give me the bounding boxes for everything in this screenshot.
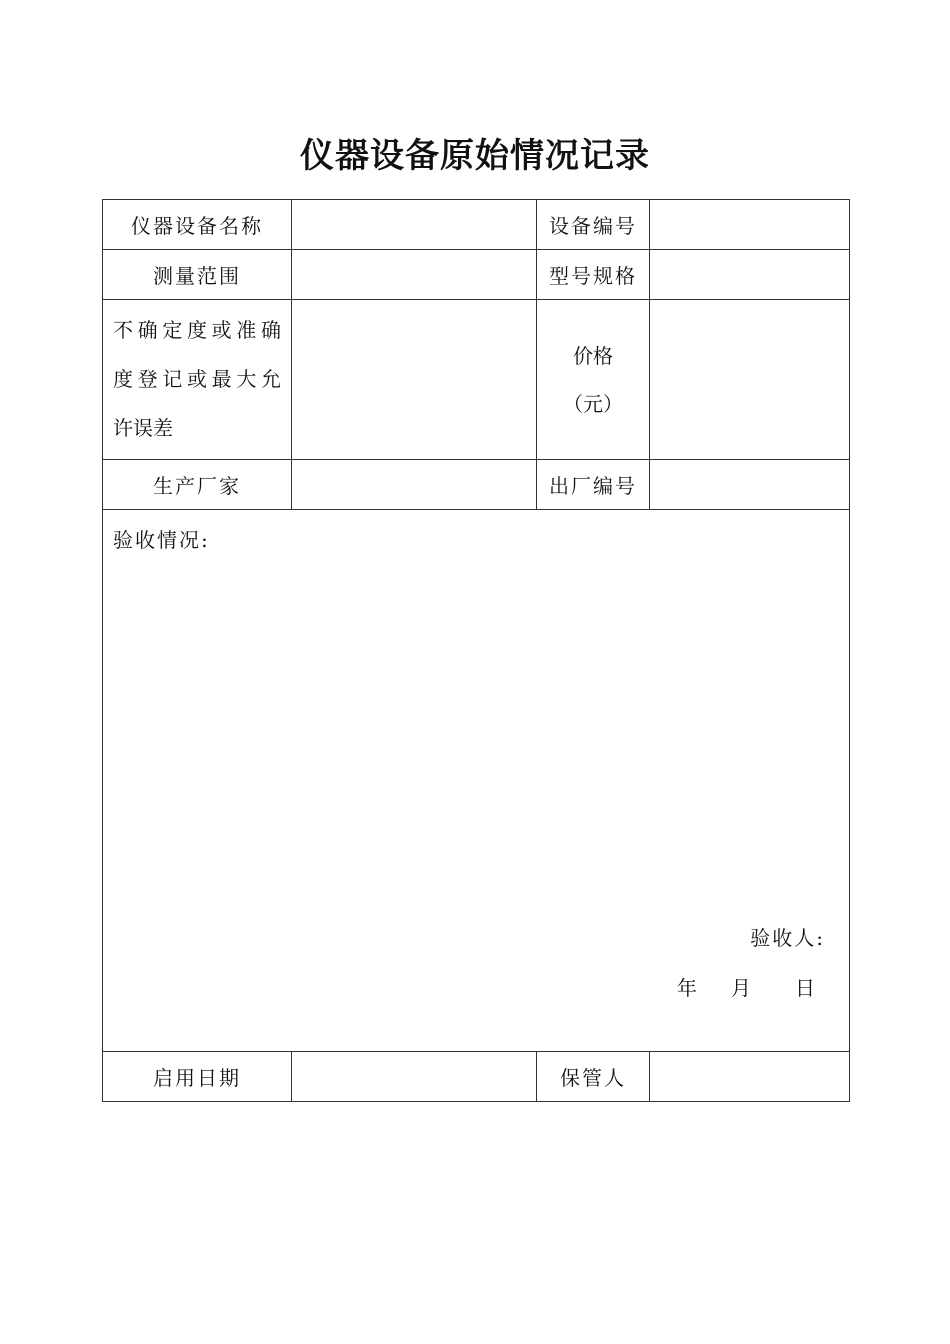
- start-date-label: 启用日期: [103, 1052, 292, 1102]
- range-label: 测量范围: [103, 250, 292, 300]
- page-title: 仪器设备原始情况记录: [300, 136, 650, 176]
- price-value-cell[interactable]: [650, 300, 850, 460]
- factory-no-label: 出厂编号: [537, 460, 650, 510]
- manufacturer-label: 生产厂家: [103, 460, 292, 510]
- custodian-label: 保管人: [537, 1052, 650, 1102]
- device-no-value-cell[interactable]: [650, 200, 850, 250]
- uncertainty-label-line1: 不确定度或准确: [113, 318, 281, 342]
- model-label: 型号规格: [537, 250, 650, 300]
- uncertainty-value-cell[interactable]: [292, 300, 537, 460]
- start-date-value-cell[interactable]: [292, 1052, 537, 1102]
- range-value-cell[interactable]: [292, 250, 537, 300]
- manufacturer-value-cell[interactable]: [292, 460, 537, 510]
- record-table: [102, 199, 850, 1102]
- acceptance-cell[interactable]: [103, 510, 850, 1052]
- name-value-cell[interactable]: [292, 200, 537, 250]
- price-label-line2: （元）: [563, 391, 623, 416]
- table-row: [103, 250, 850, 300]
- date-day-label: 日: [795, 976, 815, 1000]
- acceptor-label: 验收人:: [750, 926, 825, 950]
- model-value-cell[interactable]: [650, 250, 850, 300]
- custodian-value-cell[interactable]: [650, 1052, 850, 1102]
- uncertainty-label-line3: 许误差: [113, 416, 173, 440]
- table-row: [103, 200, 850, 250]
- factory-no-value-cell[interactable]: [650, 460, 850, 510]
- date-year-label: 年: [677, 976, 697, 1000]
- price-label-line1: 价格: [573, 343, 613, 368]
- table-row: [103, 510, 850, 1052]
- table-row: [103, 300, 850, 460]
- name-label: 仪器设备名称: [103, 200, 292, 250]
- uncertainty-label-line2: 度登记或最大允: [113, 367, 281, 391]
- table-row: [103, 460, 850, 510]
- acceptance-label: 验收情况:: [113, 528, 210, 552]
- uncertainty-label: [103, 300, 292, 460]
- date-month-label: 月: [731, 976, 751, 1000]
- acceptance-date: [677, 972, 815, 1001]
- device-no-label: 设备编号: [537, 200, 650, 250]
- price-label: [537, 300, 650, 460]
- table-row: [103, 1052, 850, 1102]
